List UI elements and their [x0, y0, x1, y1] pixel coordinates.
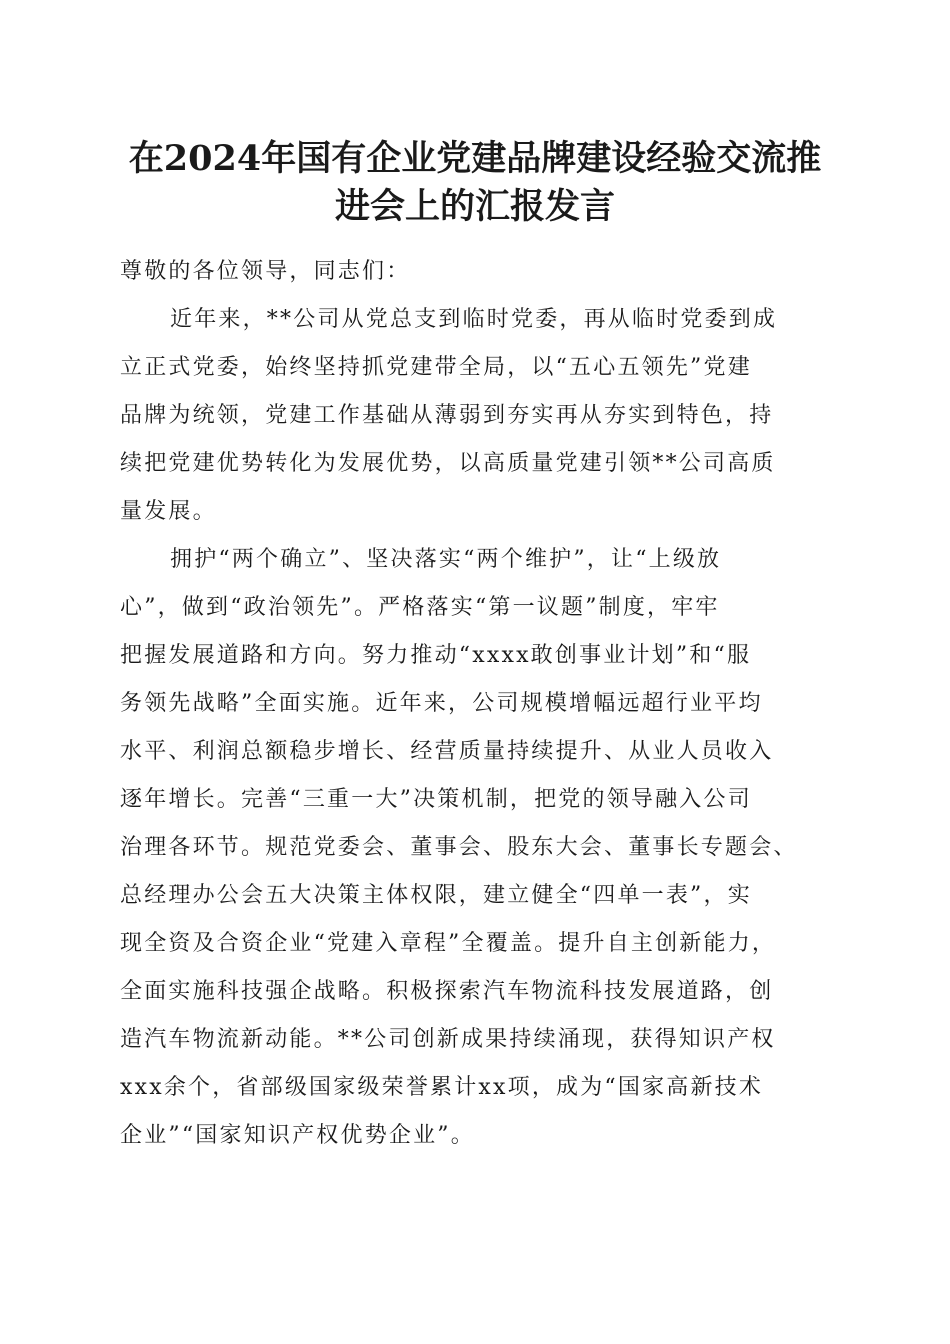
paragraph-line: 品牌为统领，党建工作基础从薄弱到夯实再从夯实到特色，持 [120, 403, 774, 428]
paragraph-line: 企业”“国家知识产权优势企业”。 [120, 1123, 475, 1148]
paragraph-line: 现全资及合资企业“党建入章程”全覆盖。提升自主创新能力， [120, 931, 777, 956]
paragraph-line: 立正式党委，始终坚持抓党建带全局，以“五心五领先”党建 [120, 355, 752, 380]
document-title-line-2: 进会上的汇报发言 [334, 186, 615, 227]
paragraph-line: 务领先战略”全面实施。近年来，公司规模增幅远超行业平均 [120, 691, 763, 716]
paragraph-line: 逐年增长。完善“三重一大”决策机制，把党的领导融入公司 [120, 787, 752, 812]
paragraph-line: 拥护“两个确立”、坚决落实“两个维护”，让“上级放 [170, 547, 722, 572]
paragraph-line: 心”，做到“政治领先”。严格落实“第一议题”制度，牢牢 [120, 595, 720, 620]
paragraph-line: 总经理办公会五大决策主体权限，建立健全“四单一表”，实 [120, 883, 752, 908]
paragraph-line: 续把党建优势转化为发展优势，以高质量党建引领**公司高质 [120, 451, 776, 476]
paragraph-line: 造汽车物流新动能。**公司创新成果持续涌现，获得知识产权 [120, 1027, 776, 1052]
paragraph-line: 量发展。 [120, 499, 217, 524]
paragraph-line: 近年来，**公司从党总支到临时党委，再从临时党委到成 [170, 307, 778, 332]
paragraph-line: 把握发展道路和方向。努力推动“xxxx敢创事业计划”和“服 [120, 643, 752, 668]
document-title-line-1: 在2024年国有企业党建品牌建设经验交流推 [128, 138, 822, 179]
paragraph-line: 治理各环节。规范党委会、董事会、股东大会、董事长专题会、 [120, 835, 798, 860]
paragraph-line: 全面实施科技强企战略。积极探索汽车物流科技发展道路，创 [120, 979, 774, 1004]
paragraph-line: xxx余个，省部级国家级荣誉累计xx项，成为“国家高新技术 [120, 1075, 764, 1100]
salutation: 尊敬的各位领导，同志们： [120, 259, 411, 284]
paragraph-line: 水平、利润总额稳步增长、经营质量持续提升、从业人员收入 [120, 739, 774, 764]
